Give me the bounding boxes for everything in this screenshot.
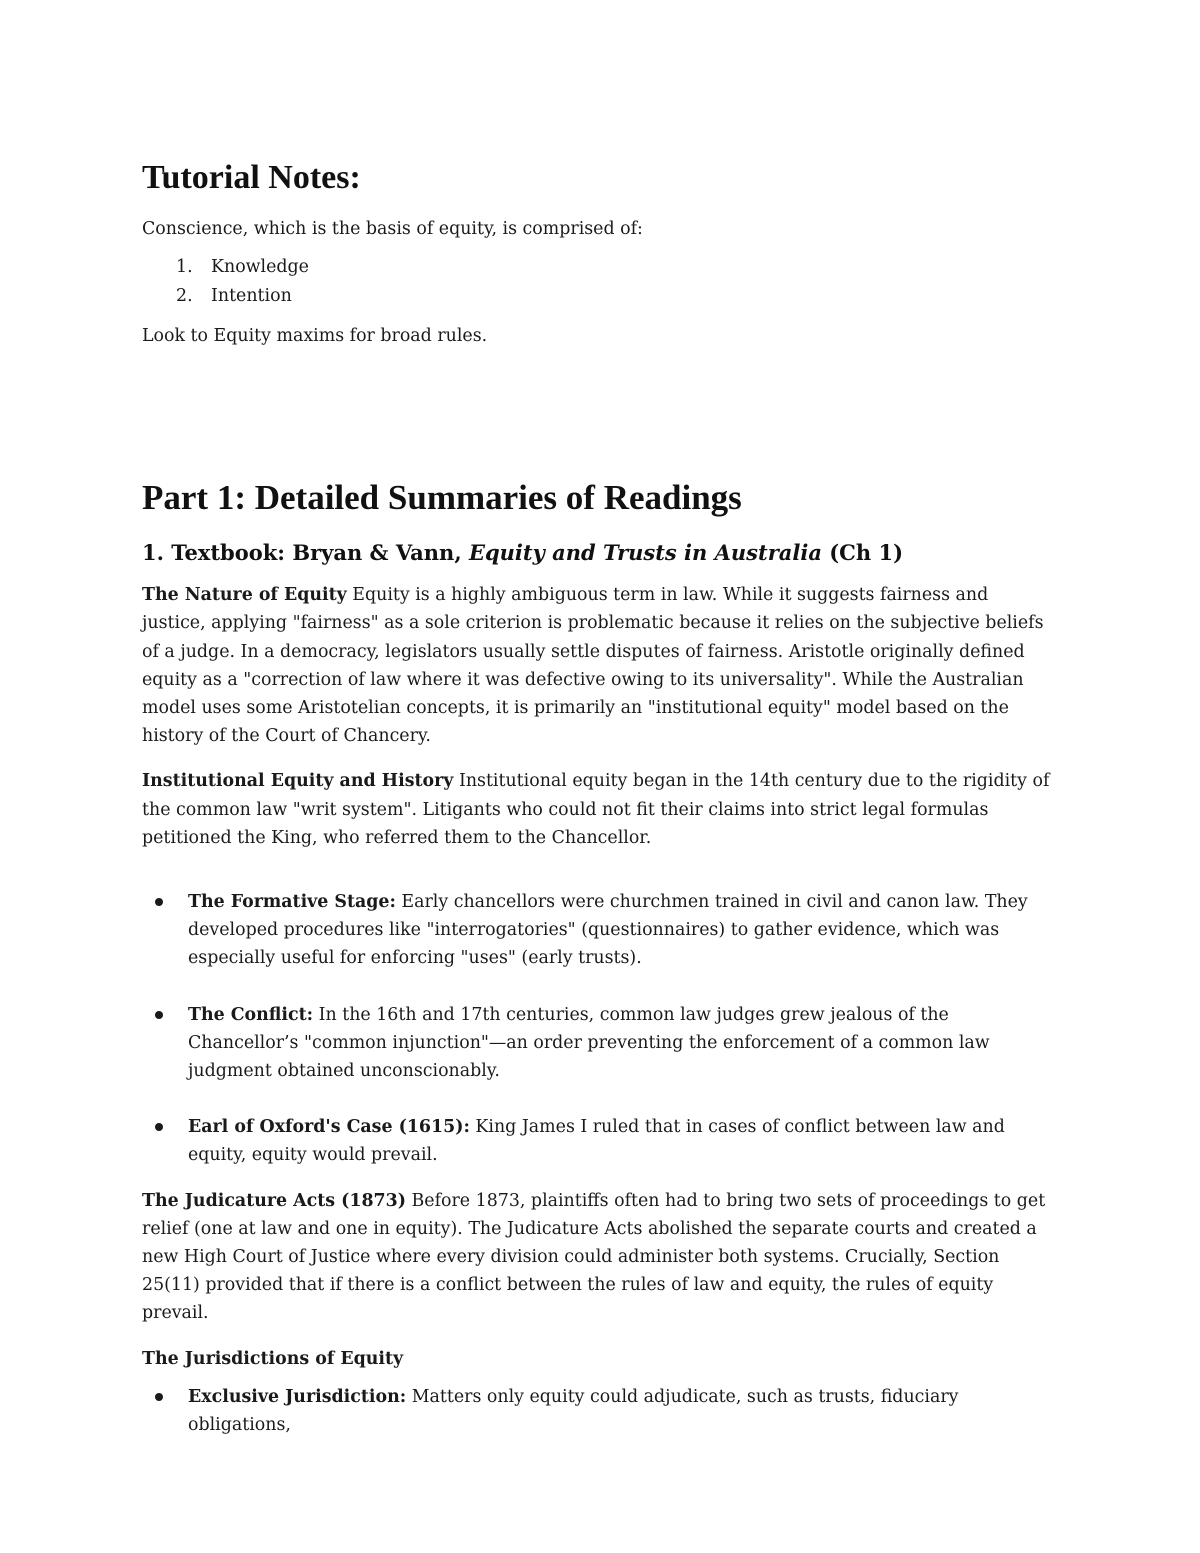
- judicature-text: Before 1873, plaintiffs often had to bring two sets of proceedings to get relief (one at law and one in equity). The Judicature Acts abolished the separate courts and created a new High Court of Justice where every division could administer both systems. Crucially, Section 25(11) provided that if there is a conflict between the rules of law and equity, the rules of equity prevail.: [142, 1190, 1046, 1324]
- list-item: [142, 1113, 1057, 1169]
- book-title: Equity and Trusts in Australia: [468, 540, 822, 566]
- bullet-icon: [155, 1011, 163, 1019]
- list-item: [142, 253, 1057, 281]
- list-item: [142, 1383, 1057, 1439]
- judicature-paragraph: [142, 1187, 1057, 1328]
- tutorial-outro: Look to Equity maxims for broad rules.: [142, 325, 488, 346]
- section1-suffix: (Ch 1): [821, 540, 904, 566]
- nature-paragraph: [142, 581, 1057, 750]
- list-item: [142, 888, 1057, 973]
- list-item: [142, 282, 1057, 310]
- bullet-label: The Formative Stage:: [188, 891, 396, 912]
- bullet-text: In the 16th and 17th centuries, common law judges grew jealous of the Chancellor’s "common injunction"—an order preventing the enforcement of a common law judgment obtained unconscionably.: [188, 1004, 990, 1081]
- list-text: Knowledge: [211, 257, 309, 278]
- document-content: [142, 150, 1057, 1439]
- section1-heading: [142, 540, 1057, 565]
- bullet-text: King James I ruled that in cases of conflict between law and equity, equity would prevail.: [188, 1117, 1005, 1166]
- bullet-text: Matters only equity could adjudicate, such as trusts, fiduciary obligations,: [188, 1386, 959, 1436]
- jurisdictions-heading: The Jurisdictions of Equity: [142, 1348, 404, 1369]
- history-heading: Institutional Equity and History: [142, 771, 454, 792]
- bullet-label: The Conflict:: [188, 1004, 314, 1025]
- bullet-label: Exclusive Jurisdiction:: [188, 1386, 407, 1407]
- section1-prefix: 1. Textbook: Bryan & Vann,: [142, 540, 469, 566]
- bullet-label: Earl of Oxford's Case (1615):: [188, 1117, 470, 1138]
- bullet-icon: [155, 1123, 163, 1131]
- bullet-icon: [155, 1393, 163, 1401]
- bullet-icon: [155, 898, 163, 906]
- history-text: Institutional equity began in the 14th century due to the rigidity of the common law "writ system". Litigants who could not fit their claims into strict legal formulas petitioned the King, who referred them to the Chancellor.: [142, 771, 1050, 848]
- jurisdictions-heading-paragraph: [142, 1345, 1057, 1373]
- nature-heading: The Nature of Equity: [142, 585, 347, 606]
- conscience-components-list: [142, 253, 1057, 309]
- list-item: [142, 1001, 1057, 1086]
- list-text: Intention: [211, 285, 292, 306]
- tutorial-intro: Conscience, which is the basis of equity, is comprised of:: [142, 219, 643, 240]
- list-number: 2.: [176, 285, 193, 306]
- tutorial-notes-heading: Tutorial Notes:: [142, 159, 361, 196]
- history-paragraph: [142, 767, 1057, 852]
- part1-heading: Part 1: Detailed Summaries of Readings: [142, 477, 742, 517]
- history-bullet-list: [142, 888, 1057, 1170]
- list-number: 1.: [176, 257, 193, 278]
- jurisdictions-bullet-list: [142, 1383, 1057, 1439]
- nature-text: Equity is a highly ambiguous term in law. While it suggests fairness and justice, applying "fairness" as a sole criterion is problematic because it relies on the subjective beliefs of a judge. In a democracy, legislators usually settle disputes of fairness. Aristotle originally defined equity as a "correction of law where it was defective owing to its universality". While the Australian model uses some Aristotelian concepts, it is primarily an "institutional equity" model based on the history of the Court of Chancery.: [142, 585, 1044, 747]
- bullet-text: Early chancellors were churchmen trained in civil and canon law. They developed procedures like "interrogatories" (questionnaires) to gather evidence, which was especially useful for enforcing "uses" (early trusts).: [188, 891, 1028, 969]
- judicature-heading: The Judicature Acts (1873): [142, 1190, 406, 1211]
